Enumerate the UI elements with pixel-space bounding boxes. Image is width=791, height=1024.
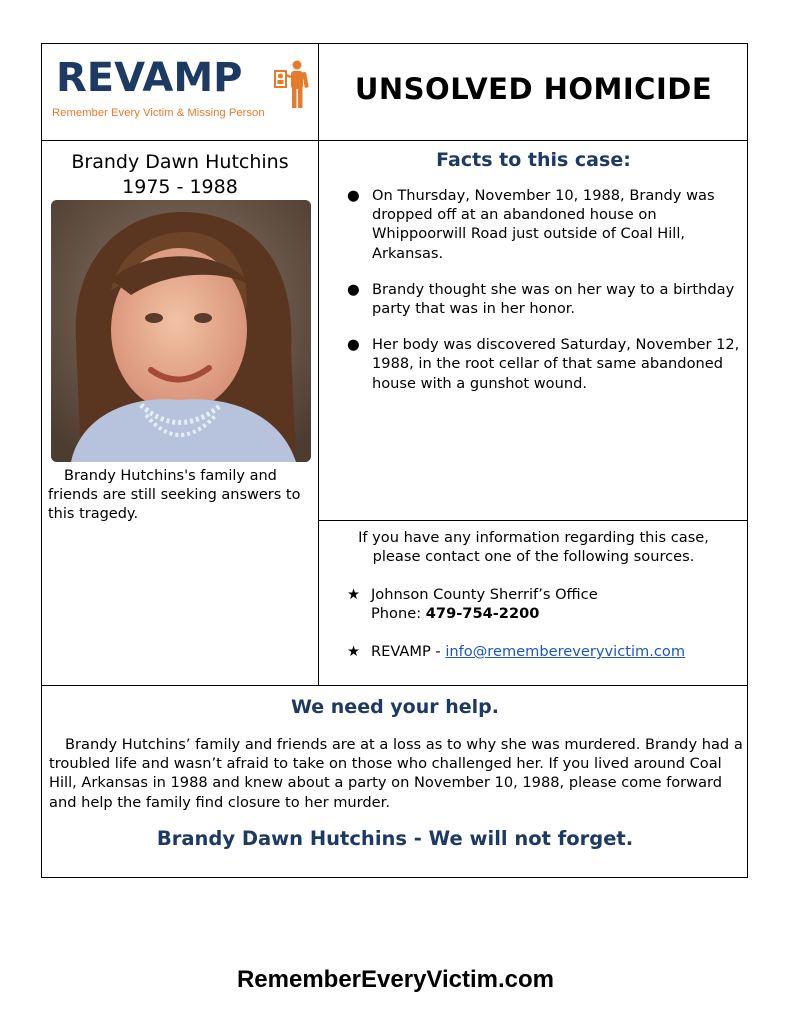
sheriff-phone: 479-754-2200 [425, 605, 540, 623]
contact-source-sheriff [347, 585, 598, 623]
fact-text: Brandy thought she was on her way to a birthday party that was in her honor. [372, 280, 735, 318]
revamp-label: REVAMP - [371, 643, 446, 660]
sheriff-name: Johnson County Sherrif’s Office [371, 586, 598, 603]
victim-info [42, 150, 318, 200]
sheriff-phone-line [371, 604, 598, 623]
fact-text: On Thursday, November 10, 1988, Brandy was dropped off at an abandoned house on Whippoorwill Road just outside of Coal Hill, Arkansas. [372, 187, 715, 262]
revamp-contact-line [371, 642, 685, 661]
contact-section [319, 528, 748, 660]
contact-intro [319, 528, 748, 566]
footer-site: RememberEveryVictim.com [236, 966, 555, 993]
victim-name: Brandy Dawn Hutchins [71, 151, 289, 173]
help-title: We need your help. [291, 696, 499, 718]
list-item [345, 280, 745, 318]
revamp-email-link[interactable]: info@remembereveryvictim.com [445, 643, 686, 660]
person-badge-icon [270, 59, 310, 111]
help-divider [41, 685, 748, 686]
star-icon: ★ [347, 643, 361, 660]
fact-text: Her body was discovered Saturday, November 12, 1988, in the root cellar of that same abandoned house with a gunshot wound. [372, 336, 740, 392]
contact-intro-line2: please contact one of the following sources. [372, 548, 695, 566]
victim-photo [51, 200, 311, 462]
header-divider [41, 140, 748, 141]
revamp-logo [52, 55, 314, 127]
bullet-icon: ● [347, 336, 360, 354]
bullet-icon: ● [347, 187, 360, 204]
logo-tagline: Remember Every Victim & Missing Person [52, 107, 265, 119]
page-headline: UNSOLVED HOMICIDE [354, 72, 713, 106]
facts-list [345, 186, 745, 410]
logo-wordmark: REVAMP [56, 55, 243, 101]
list-item [345, 335, 745, 393]
star-icon: ★ [347, 586, 361, 603]
facts-divider [318, 520, 748, 521]
help-body [49, 735, 744, 812]
victim-caption [48, 467, 313, 524]
victim-years: 1975 - 1988 [122, 176, 238, 198]
slogan: Brandy Dawn Hutchins - We will not forget. [156, 827, 634, 850]
contact-intro-line1: If you have any information regarding this case, [358, 529, 709, 546]
facts-title: Facts to this case: [436, 149, 631, 171]
bullet-icon: ● [347, 280, 360, 298]
contact-source-revamp [347, 642, 685, 661]
help-body-text: Brandy Hutchins’ family and friends are at a loss as to why she was murdered. Brandy had a troubled life and wasn’t afraid to take on those who challenged her. If you lived around Coal Hill, Arkansas in 1988 and knew about a party on November 10, 1988, please come forward and help the family find closure to her murder. [49, 736, 743, 811]
phone-label: Phone: [371, 605, 426, 623]
victim-caption-text: Brandy Hutchins's family and friends are still seeking answers to this tragedy. [48, 468, 301, 522]
list-item [345, 186, 745, 263]
